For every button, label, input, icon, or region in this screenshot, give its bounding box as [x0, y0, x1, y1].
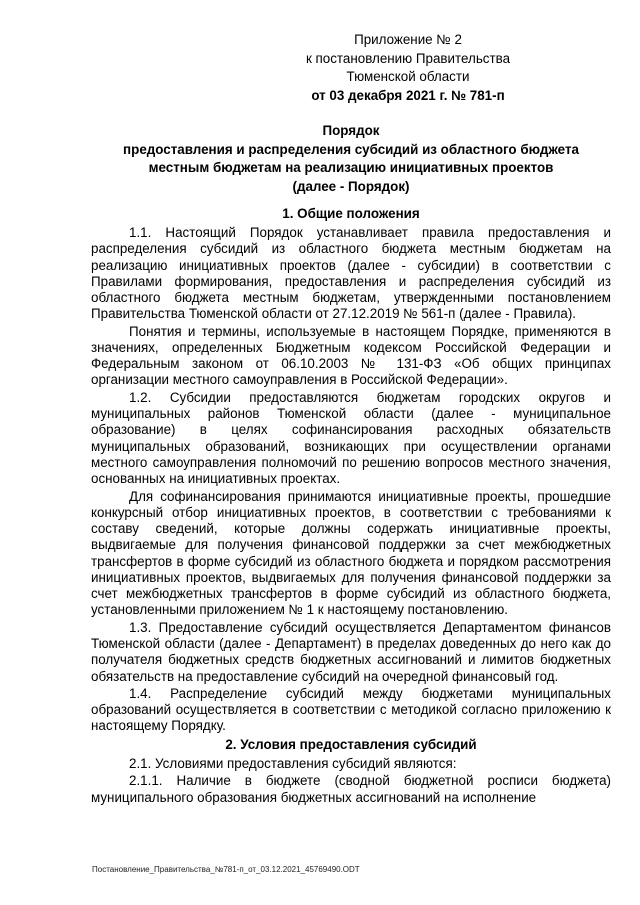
paragraph-2-1: 2.1. Условиями предоставления субсидий являются:: [129, 755, 457, 771]
appendix-date-number: от 03 декабря 2021 г. № 781-п: [311, 87, 505, 103]
title-line-4: (далее - Порядок): [292, 178, 410, 194]
paragraph-1-1: 1.1. Настоящий Порядок устанавливает правила предоставления и распределения субсидий из областного бюджета местным бюджетам на реализацию инициативных проектов (далее - субсидии) в соответствии с Правилами формирования, предоставления и распределения субсидий из областного бюджета местным бюджетам, утвержденными постановлением Правительства Тюменской области от 27.12.2019 № 561-п (далее - Правила).: [91, 225, 611, 322]
paragraph-cofinancing: Для софинансирования принимаются инициативные проекты, прошедшие конкурсный отбор инициативных проектов, в соответствии с требованиями к составу сведений, которые должны содержать инициативные проекты, выдвигаемые для получения финансовой поддержки за счет межбюджетных трансфертов в форме субсидий из областного бюджета и порядком рассмотрения инициативных проектов, выдвигаемых для получения финансовой поддержки за счет межбюджетных трансфертов в форме субсидий из областного бюджета, установленными приложением № 1 к настоящему постановлению.: [91, 488, 611, 618]
paragraph-1-4: 1.4. Распределение субсидий между бюджетами муниципальных образований осуществляется в соответствии с методикой согласно приложению к настоящему Порядку.: [91, 685, 611, 734]
title-line-2: предоставления и распределения субсидий из областного бюджета: [123, 141, 579, 157]
title-line-1: Порядок: [322, 123, 380, 138]
paragraph-1-2: 1.2. Субсидии предоставляются бюджетам городских округов и муниципальных районов Тюменской области (далее - муниципальное образование) в целях софинансирования расходных обязательств муниципальных образований, возникающих при осуществлении органами местного самоуправления полномочий по решению вопросов местного значения, основанных на инициативных проектах.: [91, 389, 611, 487]
paragraph-terms: Понятия и термины, используемые в настоящем Порядке, применяются в значениях, определенных Бюджетным кодексом Российской Федерации и Федеральным законом от 06.10.2003 № 131-ФЗ «Об общих принципах организации местного самоуправления в Российской Федерации».: [91, 323, 611, 388]
appendix-line-1: Приложение № 2: [354, 32, 462, 47]
section-2-heading: 2. Условия предоставления субсидий: [225, 736, 477, 752]
paragraph-2-1-1: 2.1.1. Наличие в бюджете (сводной бюджетной росписи бюджета) муниципального образования бюджетных ассигнований на исполнение: [91, 773, 611, 805]
title-line-3: местным бюджетам на реализацию инициативных проектов: [148, 160, 554, 176]
appendix-line-3: Тюменской области: [346, 69, 470, 85]
section-1-heading: 1. Общие положения: [282, 206, 420, 221]
appendix-line-2: к постановлению Правительства: [305, 50, 511, 66]
document-body: [91, 204, 611, 807]
document-title: [91, 122, 611, 196]
paragraph-1-3: 1.3. Предоставление субсидий осуществляется Департаментом финансов Тюменской области (далее - Департамент) в пределах доведенных до него как до получателя бюджетных средств бюджетных ассигнований и лимитов бюджетных обязательств на предоставление субсидий на очередной финансовый год.: [91, 619, 611, 684]
document-page: [91, 0, 611, 905]
footer-filename: Постановление_Правительства_№781-п_от_03.12.2021_45769490.ODT: [92, 865, 360, 874]
